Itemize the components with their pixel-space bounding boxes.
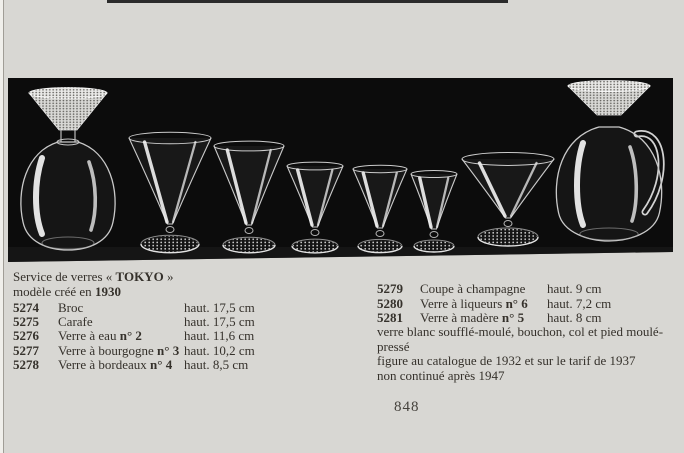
item-height: haut. 9 cm [547, 281, 602, 296]
catalog-entry-row [13, 329, 255, 343]
scan-left-edge-line [3, 0, 4, 453]
catalog-table-left [13, 301, 255, 372]
verre-a-liqueurs-6-photo [411, 171, 457, 253]
verre-a-eau-2-photo [129, 132, 211, 252]
item-height: haut. 17,5 cm [184, 314, 255, 330]
item-desc: Coupe à champagne [420, 281, 526, 296]
item-height: haut. 7,2 cm [547, 295, 612, 311]
service-subtitle-line: modèle créé en 1930 [13, 284, 121, 299]
item-ref: 5278 [13, 356, 39, 372]
item-ref: 5275 [13, 314, 39, 330]
catalog-title [13, 269, 173, 299]
item-height: haut. 8,5 cm [184, 356, 249, 372]
page-number: 848 [394, 399, 420, 415]
item-ref: 5277 [13, 342, 39, 358]
photo-floor-sheen [8, 247, 673, 262]
item-height: haut. 11,6 cm [184, 328, 255, 344]
catalog-entry-row [13, 358, 255, 372]
note-line: non continué après 1947 [377, 367, 505, 383]
note-line: figure au catalogue de 1932 et sur le tarif de 1937 [377, 353, 636, 369]
item-ref: 5280 [377, 295, 403, 311]
glassware-photo-svg [8, 78, 673, 262]
item-height: haut. 10,2 cm [184, 342, 255, 358]
item-desc: Verre à madère n° 5 [420, 310, 525, 325]
item-ref: 5276 [13, 328, 39, 344]
catalog-entry-row [377, 282, 611, 297]
catalog-table-right [377, 282, 611, 326]
item-ref: 5281 [377, 310, 403, 325]
item-desc: Verre à bourgogne n° 3 [58, 342, 180, 358]
catalog-entry-row [13, 301, 255, 315]
catalog-entry-row [13, 344, 255, 358]
catalog-entry-row [13, 315, 255, 329]
catalog-notes [377, 325, 679, 383]
scan-top-edge [107, 0, 508, 3]
verre-a-madere-5-photo [353, 165, 407, 252]
item-desc: Verre à eau n° 2 [58, 328, 142, 344]
item-desc: Verre à liqueurs n° 6 [420, 295, 528, 311]
item-height: haut. 17,5 cm [184, 300, 255, 315]
glassware-photo [8, 78, 673, 262]
item-height: haut. 8 cm [547, 310, 602, 325]
item-desc: Verre à bordeaux n° 4 [58, 356, 173, 372]
item-ref: 5274 [13, 300, 39, 315]
service-year: 1930 [94, 284, 121, 299]
service-name: TOKYO [115, 269, 164, 284]
carafe-photo [21, 88, 115, 251]
verre-a-bordeaux-4-photo [287, 162, 343, 253]
item-desc: Broc [58, 300, 84, 315]
service-title-line: Service de verres « TOKYO » [13, 269, 174, 284]
coupe-a-champagne-photo [462, 153, 554, 246]
item-ref: 5279 [377, 281, 403, 296]
note-line: verre blanc soufflé-moulé, bouchon, col et pied moulé-pressé [377, 324, 664, 354]
broc-photo [556, 81, 661, 242]
verre-a-bourgogne-3-photo [214, 141, 284, 253]
item-desc: Carafe [58, 314, 93, 330]
catalog-entry-row [377, 297, 611, 312]
